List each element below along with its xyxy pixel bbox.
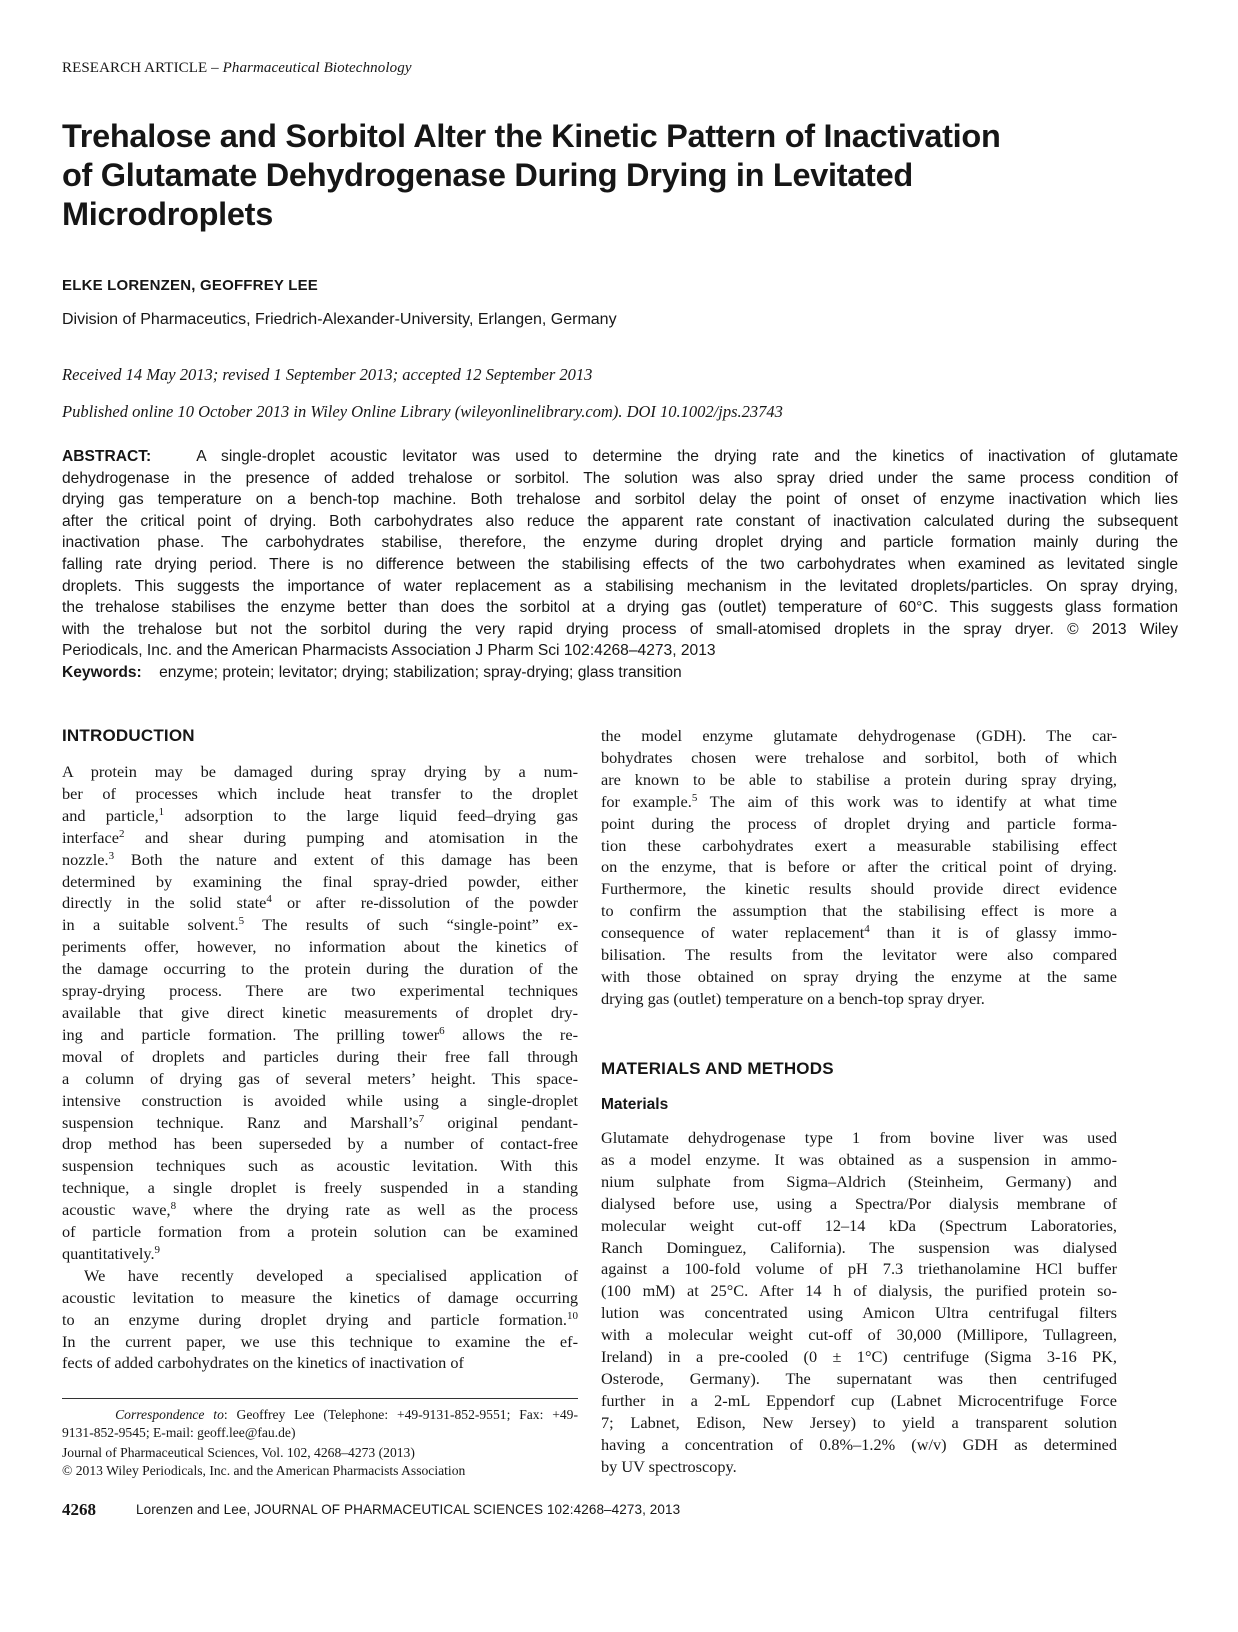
footnote-divider	[62, 1398, 578, 1399]
text-line: Ranch Dominguez, California). The suspension was dialysed	[601, 1237, 1117, 1257]
title-line: Microdroplets	[62, 196, 273, 232]
text-line: point during the process of droplet drying and particle forma-	[601, 813, 1117, 833]
text-line: drying gas (outlet) temperature on a bench-top spray dryer.	[601, 988, 985, 1008]
correspondence-line: 9131-852-9545; E-mail: geoff.lee@fau.de)	[62, 1424, 296, 1440]
text-line: on the enzyme, that is before or after the critical point of drying.	[601, 857, 1117, 877]
copyright-line: © 2013 Wiley Periodicals, Inc. and the American Pharmacists Association	[62, 1462, 466, 1478]
text-line: bohydrates chosen were trehalose and sorbitol, both of which	[601, 747, 1117, 767]
abstract-line: inactivation phase. The carbohydrates stabilise, therefore, the enzyme during droplet drying and particle formation mainly during the	[62, 534, 1178, 552]
keywords-label: Keywords:	[62, 663, 142, 681]
text-line: consequence of water replacement$^4$ than it is of glassy immo-	[601, 923, 1117, 943]
text-line: ber of processes which include heat transfer to the droplet	[62, 783, 578, 803]
text-line: with those obtained on spray drying the enzyme at the same	[601, 966, 1117, 986]
abstract-line: drying gas temperature on a bench-top machine. Both trehalose and sorbitol delay the point of onset of enzyme inactivation which lies	[62, 491, 1178, 509]
reference-marker: 3	[108, 849, 115, 862]
running-footer: Lorenzen and Lee, JOURNAL OF PHARMACEUTICAL SCIENCES 102:4268–4273, 2013	[136, 1502, 681, 1517]
abstract-text: A single-droplet acoustic levitator was used to determine the drying rate and the kinetics of inactivation of glutamate	[196, 448, 1178, 465]
text-line: against a 100-fold volume of pH 7.3 triethanolamine HCl buffer	[601, 1259, 1117, 1279]
text-line: molecular weight cut-off 12–14 kDa (Spectrum Laboratories,	[601, 1215, 1117, 1235]
text-line: having a concentration of 0.8%–1.2% (w/v) GDH as determined	[601, 1434, 1117, 1454]
text-line: for example.$^5$ The aim of this work was to identify at what time	[601, 791, 1117, 811]
text-line: determined by examining the final spray-dried powder, either	[62, 871, 578, 891]
reference-marker: 4	[864, 923, 870, 936]
text-line: ing and particle formation. The prilling tower$^6$ allows the re-	[62, 1024, 578, 1044]
text-line: to confirm the assumption that the stabilising effect is more a	[601, 901, 1117, 921]
text-line: nozzle.$^3$ Both the nature and extent of this damage has been	[62, 849, 578, 869]
correspondence-note	[62, 1406, 578, 1441]
text-line: In the current paper, we use this technique to examine the ef-	[62, 1331, 578, 1351]
article-title	[62, 117, 1142, 234]
text-line: are known to be able to stabilise a protein during spray drying,	[601, 769, 1117, 789]
authors: ELKE LORENZEN, GEOFFREY LEE	[62, 277, 318, 294]
text-line: a column of drying gas of several meters’ height. This space-	[62, 1068, 578, 1088]
text-line: by UV spectroscopy.	[601, 1456, 737, 1476]
text-line: the damage occurring to the protein during the duration of the	[62, 959, 578, 979]
abstract-line: with the trehalose but not the sorbitol during the very rapid drying process of small-atomised droplets in the spray dryer. © 2013 Wiley	[62, 620, 1178, 638]
text-line: suspension technique. Ranz and $Marshall’s^7$ original pendant-	[62, 1112, 578, 1132]
text-line: moval of droplets and particles during their free fall through	[62, 1046, 578, 1066]
text-line: Ireland) in a pre-cooled (0 ± 1°C) centrifuge (Sigma 3-16 PK,	[601, 1347, 1117, 1367]
text-line: Furthermore, the kinetic results should provide direct evidence	[601, 879, 1117, 899]
abstract-line: after the critical point of drying. Both carbohydrates also reduce the apparent rate constant of inactivation calculated during the subsequent	[62, 512, 1178, 530]
reference-marker: 4	[266, 893, 272, 906]
introduction-paragraph-2	[62, 1265, 578, 1375]
section-label	[62, 60, 412, 77]
affiliation: Division of Pharmaceutics, Friedrich-Alexander-University, Erlangen, Germany	[62, 311, 617, 328]
abstract-line: droplets. This suggests the importance of water replacement as a stabilising mechanism in the levitated droplets/particles. On spray drying,	[62, 577, 1178, 595]
introduction-continued	[601, 725, 1117, 1010]
abstract-line: dehydrogenase in the presence of added trehalose or sorbitol. The solution was also spray dried under the same process condition of	[62, 469, 1178, 487]
text-line: 7; Labnet, Edison, New Jersey) to yield a transparent solution	[601, 1412, 1117, 1432]
text-line: and particle,$^1$ adsorption to the large liquid feed–drying gas	[62, 805, 578, 825]
received-dates: Received 14 May 2013; revised 1 September 2013; accepted 12 September 2013	[62, 365, 593, 384]
text-line: We have recently developed a specialised application of	[84, 1265, 578, 1285]
abstract-line	[62, 446, 1178, 468]
section-journal: Pharmaceutical Biotechnology	[222, 60, 412, 76]
keywords-text: enzyme; protein; levitator; drying; stabilization; spray-drying; glass transition	[159, 663, 682, 681]
reference-marker: 6	[439, 1024, 445, 1037]
text-line: acoustic wave,$^8$ where the drying rate as well as the process	[62, 1200, 578, 1220]
abstract-line: Periodicals, Inc. and the American Pharmacists Association J Pharm Sci 102:4268–4273, 2013	[62, 642, 716, 660]
text-line: spray-drying process. There are two experimental techniques	[62, 981, 578, 1001]
text-line: tion these carbohydrates exert a measurable stabilising effect	[601, 835, 1117, 855]
reference-marker: 1	[158, 805, 165, 818]
text-line: in a suitable solvent.$^5$ The results of such “single-point” ex-	[62, 915, 578, 935]
section-type: RESEARCH ARTICLE –	[62, 60, 223, 76]
text-line: nium sulphate from Sigma–Aldrich (Steinheim, Germany) and	[601, 1171, 1117, 1191]
abstract-line: the trehalose stabilises the enzyme better than does the sorbitol at a drying gas (outlet) temperature of 60°C. This suggests glass formation	[62, 599, 1178, 617]
title-line: Trehalose and Sorbitol Alter the Kinetic Pattern of Inactivation	[62, 118, 1001, 154]
text-line: fects of added carbohydrates on the kinetics of inactivation of	[62, 1353, 464, 1373]
materials-subheading: Materials	[601, 1096, 669, 1113]
reference-marker: 5	[691, 791, 698, 804]
text-line: the model enzyme glutamate dehydrogenase (GDH). The car-	[601, 726, 1117, 745]
materials-methods-heading: MATERIALS AND METHODS	[601, 1059, 834, 1078]
text-line: acoustic levitation to measure the kinetics of damage occurring	[62, 1287, 578, 1307]
abstract	[62, 446, 1178, 684]
text-line: drop method has been superseded by a number of contact-free	[62, 1134, 578, 1154]
text-line: as a model enzyme. It was obtained as a suspension in ammo-	[601, 1149, 1117, 1169]
page-number: 4268	[62, 1500, 96, 1519]
text-line: technique, a single droplet is freely suspended in a standing	[62, 1178, 578, 1198]
text-line: Glutamate dehydrogenase type 1 from bovine liver was used	[601, 1128, 1117, 1147]
introduction-paragraph-1	[62, 761, 578, 1265]
text-line: directly in the solid state$^4$ or after re-dissolution of the powder	[62, 893, 579, 913]
text-line: intensive construction is avoided while using a single-droplet	[62, 1090, 578, 1110]
correspondence-text: : Geoffrey Lee (Telephone: +49-9131-852-9551; Fax: +49-	[223, 1407, 579, 1422]
text-line: bilisation. The results from the levitator were also compared	[601, 945, 1117, 965]
introduction-paragraph-3	[601, 725, 1117, 1010]
text-line: (100 mM) at 25°C. After 14 h of dialysis, the purified protein so-	[601, 1281, 1117, 1301]
text-line: available that give direct kinetic measurements of droplet dry-	[62, 1002, 578, 1022]
text-line: quantitatively.$^9$	[62, 1243, 161, 1263]
text-line: Osterode, Germany). The supernatant was then centrifuged	[601, 1368, 1117, 1388]
correspondence-label: Correspondence to	[115, 1407, 224, 1422]
text-line: of particle formation from a protein solution can be examined	[62, 1222, 578, 1242]
reference-marker: 10	[567, 1309, 578, 1322]
text-line: further in a 2-mL Eppendorf cup (Labnet Microcentrifuge Force	[601, 1390, 1117, 1410]
journal-citation: Journal of Pharmaceutical Sciences, Vol. 102, 4268–4273 (2013)	[62, 1445, 415, 1460]
text-line: dialysed before use, using a Spectra/Por dialysis membrane of	[601, 1193, 1117, 1213]
materials-body	[601, 1127, 1117, 1478]
text-line: periments offer, however, no information about the kinetics of	[62, 937, 578, 957]
reference-marker: 2	[118, 827, 125, 840]
text-line: to an enzyme during droplet drying and particle formation.$^{10}$	[62, 1309, 578, 1329]
text-line: A protein may be damaged during spray drying by a num-	[62, 762, 578, 781]
publication-info: Published online 10 October 2013 in Wiley Online Library (wileyonlinelibrary.com). DOI 10.1002/jps.23743	[62, 402, 783, 421]
reference-marker: 8	[170, 1200, 177, 1213]
reference-marker: 5	[238, 915, 245, 928]
abstract-line: falling rate drying period. There is no difference between the stabilising effects of the two carbohydrates when examined as levitated single	[62, 555, 1178, 573]
text-line: interface$^2$ and shear during pumping and atomisation in the	[62, 827, 578, 847]
text-line: suspension techniques such as acoustic levitation. With this	[62, 1156, 578, 1176]
keywords	[62, 662, 1178, 684]
title-line: of Glutamate Dehydrogenase During Drying in Levitated	[62, 157, 913, 193]
reference-marker: 9	[154, 1243, 161, 1256]
reference-marker: 7	[418, 1112, 425, 1125]
journal-info	[62, 1444, 578, 1479]
text-line: lution was concentrated using Amicon Ultra centrifugal filters	[601, 1303, 1117, 1323]
introduction-heading: INTRODUCTION	[62, 726, 195, 745]
abstract-label: ABSTRACT:	[62, 448, 152, 465]
introduction-body	[62, 761, 578, 1374]
text-line: with a molecular weight cut-off of 30,000 (Millipore, Tullagreen,	[601, 1325, 1117, 1345]
materials-paragraph	[601, 1127, 1117, 1478]
correspondence-line	[62, 1406, 578, 1424]
